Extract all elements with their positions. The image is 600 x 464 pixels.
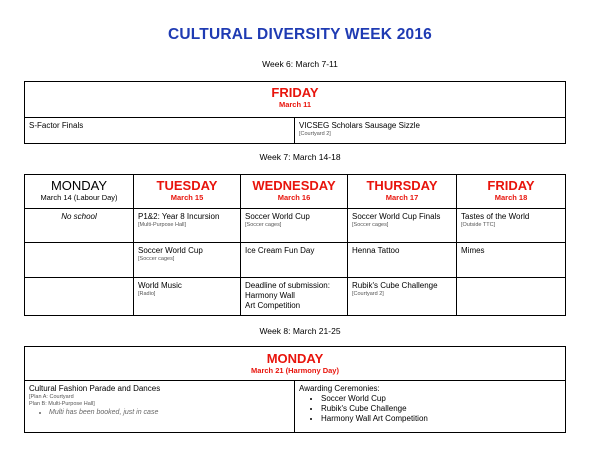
week7-cell [241,278,348,316]
list-item: • Rubik's Cube Challenge [321,404,565,414]
event-title: Cultural Fashion Parade and Dances [29,384,161,393]
event-title: Henna Tattoo [352,246,400,255]
week8-table [24,346,566,433]
award-list [295,394,565,424]
event-title: Rubik's Cube Challenge [352,281,438,290]
event-location: [Courtyard 2] [352,291,384,297]
week7-cell [457,278,566,316]
day-name: MONDAY [50,178,108,193]
day-date: March 17 [385,193,419,202]
week8-day-name: MONDAY [266,351,324,366]
day-name: THURSDAY [366,178,438,193]
week6-day-date: March 11 [278,100,312,109]
week7-header-wednesday [241,175,348,209]
event-location: [Courtyard 2] [299,131,331,137]
event-note-list [25,408,294,417]
day-date: March 15 [170,193,204,202]
event-title: Soccer World Cup Finals [352,212,441,221]
week7-header-tuesday [134,175,241,209]
event-title-line2: Harmony Wall [245,291,295,300]
week7-header-monday [25,175,134,209]
week7-table [24,174,566,316]
week7-cell [241,209,348,243]
event-location: [Outside TTC] [461,222,496,228]
event-title: Mimes [461,246,485,255]
week8-day-header [25,347,566,381]
event-location: [Soccer cages] [138,256,175,262]
event-location: [Multi-Purpose Hall] [138,222,186,228]
event-title: P1&2: Year 8 Incursion [138,212,220,221]
week7-cell [241,243,348,278]
event-plan-b: Plan B: Multi-Purpose Hall] [29,401,95,407]
week7-cell [134,278,241,316]
event-title: No school [61,212,97,221]
event-title: Soccer World Cup [245,212,310,221]
week7-header-friday [457,175,566,209]
week8-day-date: March 21 (Harmony Day) [251,366,339,375]
event-title: Tastes of the World [461,212,530,221]
week7-cell [348,278,457,316]
week7-label: Week 7: March 14-18 [259,152,341,162]
week6-cell-left [25,118,295,144]
event-title: World Music [138,281,182,290]
day-name: TUESDAY [156,178,218,193]
event-title: Awarding Ceremonies: [299,384,380,393]
week6-table [24,81,566,144]
week7-cell [25,243,134,278]
event-location: [Soccer cages] [352,222,389,228]
week6-cell-right [295,118,566,144]
list-item: • Harmony Wall Art Competition [321,414,565,424]
event-title: VICSEG Scholars Sausage Sizzle [299,121,420,130]
event-title: Ice Cream Fun Day [245,246,315,255]
day-name: FRIDAY [487,178,535,193]
event-title: S-Factor Finals [29,121,84,130]
week7-cell [348,209,457,243]
list-item: • Soccer World Cup [321,394,565,404]
week6-day-header [25,82,566,118]
week6-day-name: FRIDAY [271,85,319,100]
week7-cell [134,209,241,243]
day-date: March 18 [494,193,528,202]
week7-cell [25,278,134,316]
week8-cell-left [25,381,295,433]
event-location: [Radio] [138,291,156,297]
event-note: • Multi has been booked, just in case [49,408,294,417]
week7-header-thursday [348,175,457,209]
week7-cell [25,209,134,243]
day-date: March 16 [277,193,311,202]
week7-cell [457,209,566,243]
week8-label: Week 8: March 21-25 [259,326,341,336]
week6-label: Week 6: March 7-11 [262,59,338,69]
event-title: Deadline of submission: [245,281,330,290]
day-name: WEDNESDAY [252,178,336,193]
event-location: [Soccer cages] [245,222,282,228]
week7-cell [457,243,566,278]
event-title-line3: Art Competition [245,301,301,310]
event-title: Soccer World Cup [138,246,203,255]
page-title: CULTURAL DIVERSITY WEEK 2016 [168,26,432,43]
day-date: March 14 (Labour Day) [40,193,118,202]
week8-cell-right [295,381,566,433]
week7-cell [348,243,457,278]
event-plan-a: [Plan A: Courtyard [29,394,74,400]
week7-cell [134,243,241,278]
